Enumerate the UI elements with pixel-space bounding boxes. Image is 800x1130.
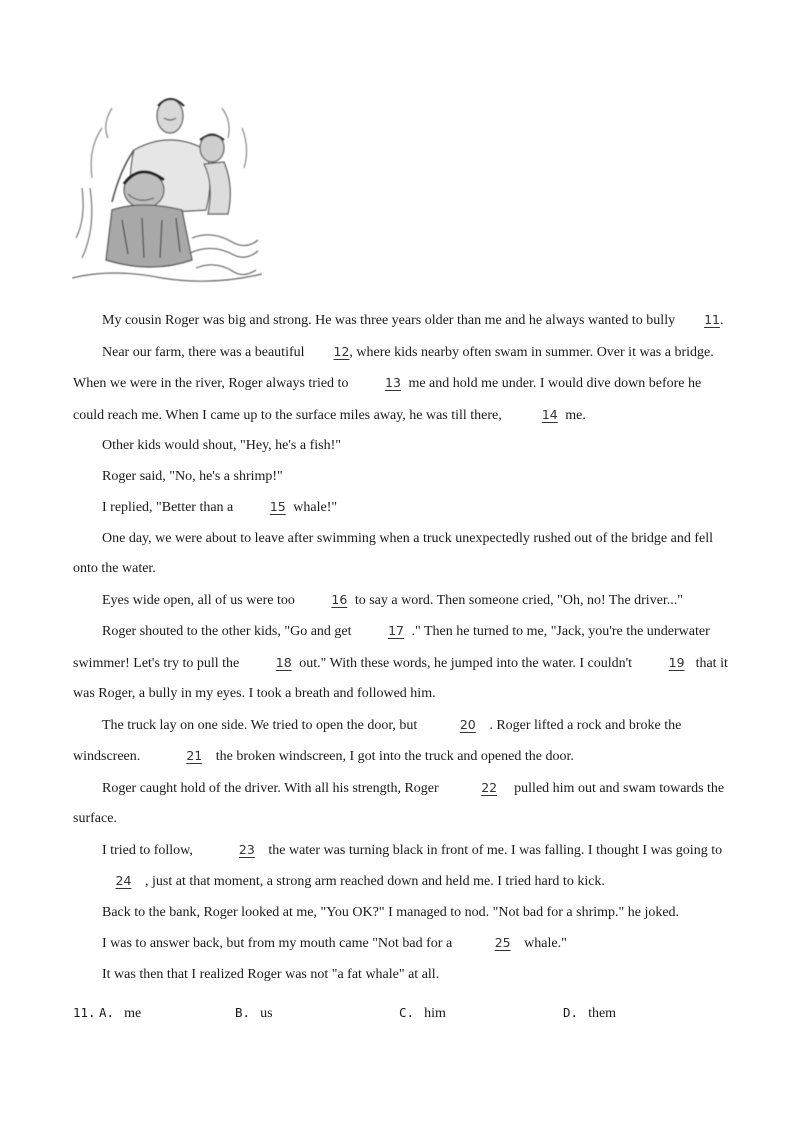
text: Near our farm, there was a beautiful (102, 344, 305, 360)
text: I replied, "Better than a (102, 500, 234, 515)
paragraph-11 (73, 835, 733, 898)
option-d[interactable] (563, 1001, 616, 1026)
rescue-illustration (72, 88, 262, 286)
question-number: 11. (73, 1005, 96, 1020)
blank-11[interactable]: 11 (704, 312, 720, 327)
blank-17[interactable]: 17 (388, 623, 404, 638)
option-text: me (124, 1006, 142, 1021)
paragraph-7 (73, 585, 733, 617)
option-text: us (260, 1006, 273, 1021)
option-text: him (424, 1006, 446, 1021)
option-letter: B. (235, 1005, 251, 1020)
blank-14[interactable]: 14 (541, 406, 558, 422)
text: I was to answer back, but from my mouth came "Not bad for a (102, 936, 453, 951)
paragraph-3: Other kids would shout, "Hey, he's a fish!" (102, 438, 341, 453)
blank-21[interactable]: 21 (186, 748, 203, 763)
text: , where kids nearby often swam in summer. Over it was a bridge. When we were in the river, Roger always tried to (73, 344, 714, 391)
option-letter: D. (563, 1005, 579, 1020)
sketch-image (72, 88, 262, 286)
blank-12[interactable]: 12 (333, 343, 350, 359)
text: pulled him out and swam towards the surface. (73, 780, 725, 826)
blank-15[interactable]: 15 (269, 499, 286, 514)
text: whale!" (293, 500, 338, 515)
paragraph-1 (73, 305, 733, 337)
blank-22[interactable]: 22 (481, 779, 498, 795)
text: My cousin Roger was big and strong. He was three years older than me and he always wanted to bully (102, 313, 676, 328)
text: The truck lay on one side. We tried to open the door, but (102, 717, 418, 733)
text: . Roger lifted a rock and broke the windscreen. (73, 717, 682, 764)
passage (73, 305, 733, 990)
blank-23[interactable]: 23 (238, 841, 255, 857)
text: the water was turning black in front of me. I was falling. I thought I was going to (268, 842, 723, 858)
option-text: them (588, 1006, 617, 1021)
blank-16[interactable]: 16 (331, 591, 348, 607)
text: Eyes wide open, all of us were too (102, 592, 295, 608)
paragraph-6: One day, we were about to leave after swimming when a truck unexpectedly rushed out of the bridge and fell onto the water. (73, 530, 713, 576)
option-letter: C. (399, 1005, 415, 1020)
text: me and hold me under. I would dive down before he could reach me. When I came up to the surface miles away, he was till there, (73, 376, 702, 423)
text: to say a word. Then someone cried, "Oh, no! The driver..." (354, 592, 684, 608)
blank-24[interactable]: 24 (115, 873, 132, 888)
text: me. (565, 407, 586, 423)
text: ." Then he turned to me, "Jack, you're the underwater swimmer! Let's try to pull the (73, 624, 710, 671)
text: whale." (524, 936, 567, 951)
paragraph-13 (73, 928, 733, 960)
option-c[interactable] (399, 1001, 446, 1026)
question-11 (73, 1001, 733, 1025)
text: Roger shouted to the other kids, "Go and get (102, 624, 352, 639)
text: Roger caught hold of the driver. With all his strength, Roger (102, 780, 439, 796)
blank-20[interactable]: 20 (459, 716, 476, 732)
blank-25[interactable]: 25 (494, 935, 511, 950)
paragraph-4: Roger said, "No, he's a shrimp!" (102, 468, 283, 484)
paragraph-8 (73, 616, 733, 710)
paragraph-5 (73, 492, 733, 524)
paragraph-9 (73, 710, 733, 773)
option-a[interactable] (99, 1001, 141, 1026)
paragraph-10 (73, 773, 733, 835)
blank-18[interactable]: 18 (275, 654, 292, 670)
blank-19[interactable]: 19 (668, 654, 685, 670)
text: the broken windscreen, I got into the truck and opened the door. (215, 749, 574, 764)
text: that it was Roger, a bully in my eyes. I took a breath and followed him. (73, 655, 728, 701)
paragraph-12: Back to the bank, Roger looked at me, "You OK?" I managed to nod. "Not bad for a shrimp." he joked. (102, 904, 680, 920)
text: , just at that moment, a strong arm reached down and held me. I tried hard to kick. (145, 874, 605, 889)
option-letter: A. (99, 1005, 115, 1020)
text: out." With these words, he jumped into the water. I couldn't (299, 655, 633, 671)
blank-13[interactable]: 13 (385, 375, 401, 390)
paragraph-2 (73, 337, 733, 432)
text: I tried to follow, (102, 842, 197, 858)
text: . (719, 313, 724, 328)
option-b[interactable] (235, 1001, 273, 1026)
paragraph-14: It was then that I realized Roger was not "a fat whale" at all. (102, 966, 440, 982)
